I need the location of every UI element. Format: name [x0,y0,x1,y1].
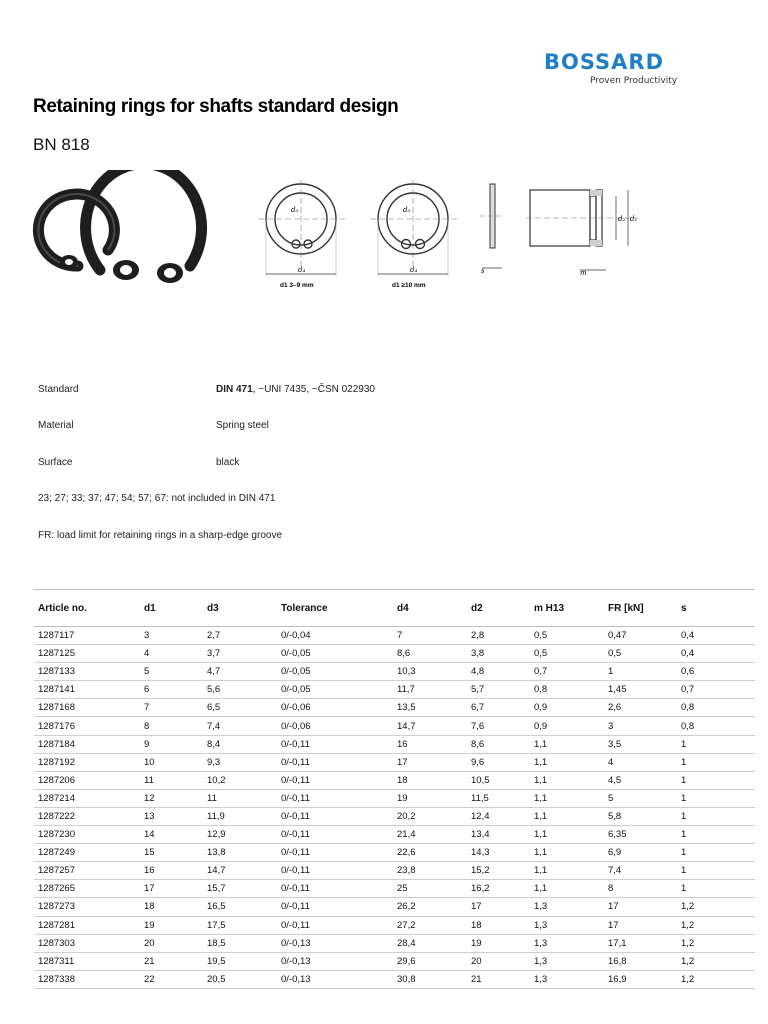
size-range-small-label: d1 3–9 mm [280,282,314,289]
table-cell: 12 [140,789,203,807]
dim-d2-label: d₂ [618,215,626,223]
table-cell: 9,3 [203,753,277,771]
spec-label: Material [38,420,74,431]
col-header-d1: d1 [140,590,203,627]
table-cell: 0/-0,11 [277,898,393,916]
table-row [34,844,755,862]
table-cell: 0/-0,05 [277,663,393,681]
bossard-logo [544,50,694,86]
table-cell: 17 [393,753,467,771]
table-cell: 0,4 [677,645,755,663]
table-row [34,699,755,717]
dim-d1-label: d₁ [630,215,638,223]
table-cell: 15,2 [467,862,530,880]
ring-side-view [478,180,506,276]
table-cell: 0,5 [530,645,604,663]
table-cell: 23,8 [393,862,467,880]
table-cell: 0/-0,13 [277,970,393,988]
col-header-s: s [677,590,755,627]
table-cell: 12,4 [467,807,530,825]
table-cell: 11 [203,789,277,807]
table-cell: 17 [604,916,677,934]
table-cell: 1,2 [677,934,755,952]
table-cell: 0/-0,11 [277,880,393,898]
table-cell: 1 [677,771,755,789]
table-cell: 1,3 [530,934,604,952]
table-cell: 5 [140,663,203,681]
table-cell: 0/-0,11 [277,735,393,753]
note-fr-definition: FR: load limit for retaining rings in a sharp-edge groove [38,530,283,541]
spec-label: Standard [38,384,79,395]
table-cell: 17 [604,898,677,916]
table-cell: 28,4 [393,934,467,952]
table-cell: 5 [604,789,677,807]
table-cell: 1287214 [34,789,140,807]
table-row [34,880,755,898]
table-cell: 0,47 [604,627,677,645]
table-cell: 1,2 [677,952,755,970]
table-cell: 4,8 [467,663,530,681]
table-cell: 1,1 [530,862,604,880]
table-cell: 1,2 [677,970,755,988]
shaft-groove-drawing [526,182,644,278]
col-header-d3: d3 [203,590,277,627]
table-cell: 4 [604,753,677,771]
table-row [34,916,755,934]
table-cell: 2,7 [203,627,277,645]
table-header-row [34,590,755,627]
table-cell: 20,2 [393,807,467,825]
table-cell: 13,5 [393,699,467,717]
table-cell: 20,5 [203,970,277,988]
table-cell: 1287176 [34,717,140,735]
table-row [34,771,755,789]
page-title: Retaining rings for shafts standard design [33,96,399,117]
table-cell: 5,7 [467,681,530,699]
logo-tagline: Proven Productivity [590,76,678,86]
col-header-article: Article no. [34,590,140,627]
table-cell: 10,5 [467,771,530,789]
table-cell: 1287311 [34,952,140,970]
table-cell: 0,8 [677,717,755,735]
spec-standard [38,384,375,395]
table-cell: 1287184 [34,735,140,753]
table-cell: 12,9 [203,826,277,844]
spec-label: Surface [38,457,73,468]
table-cell: 1,1 [530,844,604,862]
table-cell: 4,5 [604,771,677,789]
table-cell: 1,3 [530,970,604,988]
table-cell: 1287249 [34,844,140,862]
table-cell: 0/-0,04 [277,627,393,645]
table-cell: 27,2 [393,916,467,934]
table-cell: 1,2 [677,916,755,934]
table-row [34,735,755,753]
table-cell: 3,7 [203,645,277,663]
table-cell: 1287206 [34,771,140,789]
table-cell: 14,7 [203,862,277,880]
table-row [34,862,755,880]
table-cell: 7 [393,627,467,645]
table-cell: 1 [677,862,755,880]
table-cell: 0/-0,11 [277,862,393,880]
table-cell: 1287192 [34,753,140,771]
table-cell: 0,4 [677,627,755,645]
table-cell: 0,6 [677,663,755,681]
ring-drawing-large [370,176,470,294]
table-cell: 19 [467,934,530,952]
table-cell: 13,8 [203,844,277,862]
table-cell: 0/-0,11 [277,916,393,934]
table-cell: 18 [467,916,530,934]
table-cell: 2,6 [604,699,677,717]
table-cell: 18 [140,898,203,916]
table-cell: 16,9 [604,970,677,988]
table-cell: 10 [140,753,203,771]
table-cell: 7,6 [467,717,530,735]
table-cell: 2,8 [467,627,530,645]
table-cell: 0,5 [530,627,604,645]
logo-wordmark: BOSSARD [544,50,665,74]
table-cell: 11,9 [203,807,277,825]
col-header-tolerance: Tolerance [277,590,393,627]
table-cell: 1,1 [530,789,604,807]
table-cell: 29,6 [393,952,467,970]
table-cell: 26,2 [393,898,467,916]
table-cell: 6,9 [604,844,677,862]
product-code: BN 818 [33,135,90,154]
table-cell: 1,3 [530,916,604,934]
table-cell: 21 [467,970,530,988]
spec-value [216,384,375,395]
col-header-d2: d2 [467,590,530,627]
table-cell: 19 [393,789,467,807]
table-cell: 0/-0,11 [277,753,393,771]
table-cell: 1287257 [34,862,140,880]
table-cell: 0/-0,13 [277,952,393,970]
table-cell: 1 [677,807,755,825]
table-cell: 16 [393,735,467,753]
table-cell: 0/-0,11 [277,826,393,844]
table-cell: 3,5 [604,735,677,753]
table-cell: 16,2 [467,880,530,898]
ring-drawing-small [258,176,358,294]
table-cell: 16,5 [203,898,277,916]
table-cell: 15,7 [203,880,277,898]
table-cell: 1287273 [34,898,140,916]
table-cell: 20 [467,952,530,970]
table-row [34,717,755,735]
table-cell: 1287265 [34,880,140,898]
table-cell: 30,8 [393,970,467,988]
table-cell: 0/-0,05 [277,645,393,663]
table-cell: 1,1 [530,771,604,789]
table-cell: 0,9 [530,699,604,717]
table-cell: 3,8 [467,645,530,663]
dimensions-table [34,589,755,989]
spec-value-bold: DIN 471 [216,384,253,395]
table-cell: 0,8 [530,681,604,699]
table-cell: 4,7 [203,663,277,681]
table-row [34,645,755,663]
table-cell: 17,5 [203,916,277,934]
table-cell: 13 [140,807,203,825]
table-row [34,970,755,988]
table-cell: 17,1 [604,934,677,952]
table-row [34,627,755,645]
table-cell: 1287303 [34,934,140,952]
table-cell: 8 [604,880,677,898]
table-cell: 8,6 [467,735,530,753]
table-cell: 1287141 [34,681,140,699]
spec-surface [38,457,240,468]
table-cell: 0/-0,11 [277,844,393,862]
table-cell: 10,3 [393,663,467,681]
table-cell: 1287133 [34,663,140,681]
table-cell: 17 [140,880,203,898]
table-cell: 16,8 [604,952,677,970]
table-cell: 21,4 [393,826,467,844]
table-cell: 0/-0,05 [277,681,393,699]
table-cell: 1 [677,789,755,807]
table-cell: 5,8 [604,807,677,825]
table-cell: 1287338 [34,970,140,988]
table-cell: 8 [140,717,203,735]
table-cell: 6,35 [604,826,677,844]
table-cell: 6,7 [467,699,530,717]
table-cell: 1 [677,735,755,753]
table-row [34,934,755,952]
table-cell: 1 [677,844,755,862]
table-cell: 0,8 [677,699,755,717]
table-cell: 1,1 [530,880,604,898]
table-cell: 1 [677,826,755,844]
table-cell: 11,5 [467,789,530,807]
table-cell: 1 [604,663,677,681]
table-cell: 1287230 [34,826,140,844]
table-cell: 11,7 [393,681,467,699]
size-range-large-label: d1 ≥10 mm [392,282,426,289]
table-cell: 11 [140,771,203,789]
table-cell: 1287222 [34,807,140,825]
table-cell: 1287117 [34,627,140,645]
spec-material [38,420,269,431]
table-cell: 10,2 [203,771,277,789]
table-cell: 0/-0,06 [277,717,393,735]
table-cell: 25 [393,880,467,898]
table-cell: 1287125 [34,645,140,663]
table-cell: 1,45 [604,681,677,699]
table-cell: 1287168 [34,699,140,717]
table-cell: 1 [677,753,755,771]
table-cell: 0/-0,11 [277,807,393,825]
spec-value: black [216,457,240,468]
table-cell: 22 [140,970,203,988]
table-cell: 1,3 [530,952,604,970]
table-row [34,789,755,807]
table-cell: 1 [677,880,755,898]
table-cell: 3 [140,627,203,645]
table-cell: 4 [140,645,203,663]
table-cell: 14,3 [467,844,530,862]
table-row [34,807,755,825]
table-cell: 3 [604,717,677,735]
table-cell: 7 [140,699,203,717]
spec-value: Spring steel [216,420,269,431]
dim-d3-label-2: d₃ [403,206,411,214]
table-cell: 5,6 [203,681,277,699]
table-cell: 7,4 [604,862,677,880]
retaining-rings-photo [30,170,215,360]
col-header-d4: d4 [393,590,467,627]
table-cell: 17 [467,898,530,916]
spec-value-rest: , ~UNI 7435, ~ČSN 022930 [252,384,375,395]
dim-d4-label: d₄ [298,266,306,274]
table-cell: 20 [140,934,203,952]
table-cell: 8,4 [203,735,277,753]
dim-m-label: m [580,269,587,277]
col-header-fr: FR [kN] [604,590,677,627]
table-cell: 1,2 [677,898,755,916]
table-cell: 9 [140,735,203,753]
table-cell: 1287281 [34,916,140,934]
table-cell: 8,6 [393,645,467,663]
table-cell: 18 [393,771,467,789]
table-cell: 0/-0,11 [277,789,393,807]
table-body [34,627,755,989]
table-cell: 1,1 [530,826,604,844]
table-cell: 0/-0,06 [277,699,393,717]
dim-d3-label: d₃ [291,206,299,214]
table-cell: 1,1 [530,753,604,771]
col-header-m-h13: m H13 [530,590,604,627]
table-cell: 7,4 [203,717,277,735]
table-cell: 16 [140,862,203,880]
table-cell: 0,7 [530,663,604,681]
dim-s-label: s [481,267,485,275]
table-row [34,826,755,844]
table-row [34,952,755,970]
table-cell: 21 [140,952,203,970]
table-row [34,753,755,771]
table-row [34,681,755,699]
table-row [34,663,755,681]
table-cell: 6,5 [203,699,277,717]
dim-d4-label-2: d₄ [410,266,418,274]
table-cell: 1,3 [530,898,604,916]
table-cell: 18,5 [203,934,277,952]
table-cell: 19,5 [203,952,277,970]
table-row [34,898,755,916]
table-cell: 15 [140,844,203,862]
table-cell: 0,5 [604,645,677,663]
table-cell: 1,1 [530,807,604,825]
table-cell: 0/-0,13 [277,934,393,952]
table-cell: 14,7 [393,717,467,735]
table-cell: 19 [140,916,203,934]
table-cell: 0,7 [677,681,755,699]
table-cell: 1,1 [530,735,604,753]
table-cell: 13,4 [467,826,530,844]
table-cell: 9,6 [467,753,530,771]
table-cell: 14 [140,826,203,844]
table-cell: 22,6 [393,844,467,862]
note-din-exclusions: 23; 27; 33; 37; 47; 54; 57; 67: not included in DIN 471 [38,493,276,504]
table-cell: 0,9 [530,717,604,735]
table-cell: 6 [140,681,203,699]
table-cell: 0/-0,11 [277,771,393,789]
